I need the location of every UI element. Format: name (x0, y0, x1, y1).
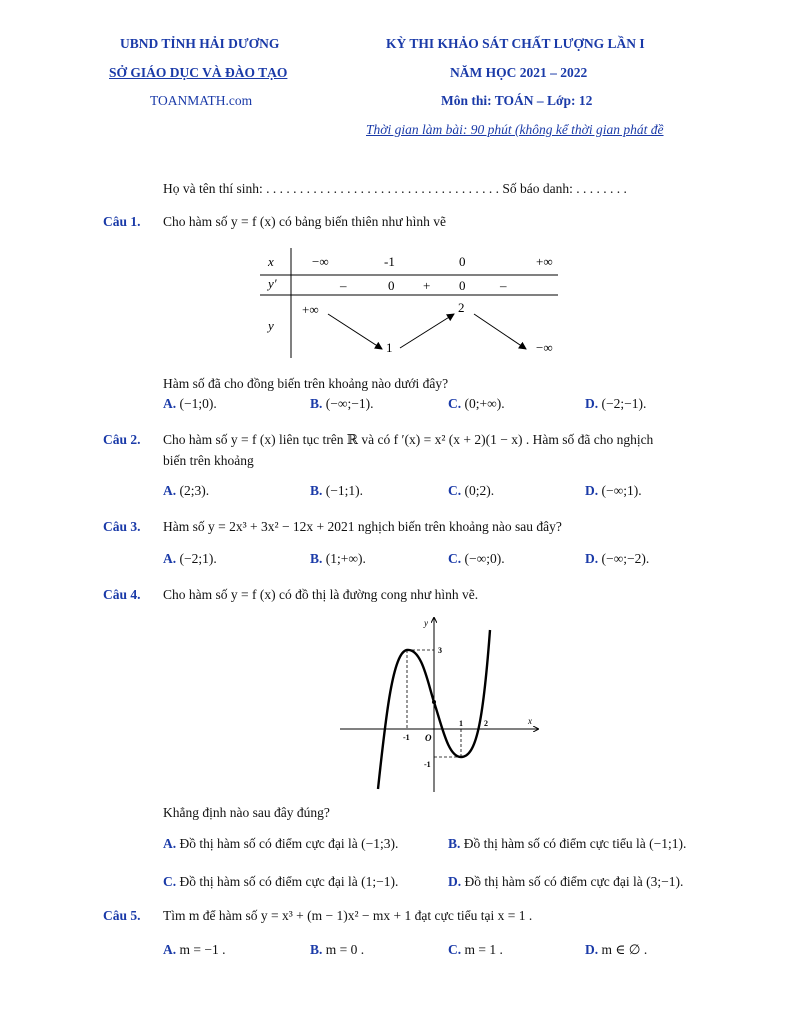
q4-tick-label: -1 (424, 760, 431, 769)
q1-table-yp-val: + (423, 278, 431, 293)
q1-arrow-up (400, 314, 454, 348)
option-text: Đồ thị hàm số có điểm cực đại là (3;−1). (464, 874, 684, 889)
header-department: SỞ GIÁO DỤC VÀ ĐÀO TẠO (109, 65, 288, 80)
option-label: D. (448, 874, 462, 889)
q4-option-c[interactable] (163, 874, 398, 890)
q3-option-c[interactable] (448, 551, 505, 567)
q4-function-graph (338, 614, 548, 794)
option-label: A. (163, 551, 177, 566)
q1-option-a[interactable] (163, 396, 217, 412)
header-exam-title: KỲ THI KHẢO SÁT CHẤT LƯỢNG LẦN I (386, 36, 645, 51)
q4-x-axis-label: x (528, 716, 532, 726)
q2-option-b[interactable] (310, 483, 363, 499)
q5-label: Câu 5. (103, 908, 141, 923)
q1-table-y-val: 2 (458, 300, 465, 315)
header-school-year: NĂM HỌC 2021 – 2022 (450, 65, 588, 80)
q1-variation-table (258, 248, 568, 360)
option-text: (−2;−1). (601, 396, 647, 411)
option-text: (−1;1). (325, 483, 363, 498)
q1-table-yp-val: – (340, 278, 347, 293)
q3-option-b[interactable] (310, 551, 366, 567)
q1-table-y-val: +∞ (302, 302, 319, 317)
option-text: Đồ thị hàm số có điểm cực đại là (1;−1). (179, 874, 399, 889)
q5-option-c[interactable] (448, 942, 503, 958)
q5-option-a[interactable] (163, 942, 225, 958)
q1-option-d[interactable] (585, 396, 646, 412)
q3-label: Câu 3. (103, 519, 141, 534)
option-label: C. (448, 483, 462, 498)
q1-table-y-val: 1 (386, 340, 393, 355)
option-text: (1;+∞). (325, 551, 366, 566)
option-label: D. (585, 551, 599, 566)
q1-arrow-down (328, 314, 382, 349)
option-text: (−2;1). (179, 551, 217, 566)
q1-table-yp-val: 0 (388, 278, 395, 293)
q4-option-d[interactable] (448, 874, 683, 890)
q1-table-x-label: x (268, 254, 274, 269)
q2-text-cont: biến trên khoảng (163, 453, 254, 468)
q2-text: Cho hàm số y = f (x) liên tục trên ℝ và có f ′(x) = x² (x + 2)(1 − x) . Hàm số đã cho nghịch (163, 432, 654, 447)
q4-tick-label: 2 (484, 719, 488, 728)
option-label: B. (310, 551, 323, 566)
q1-table-yp-label: y′ (268, 276, 277, 291)
q4-tick-label: 3 (438, 646, 442, 655)
q1-table-y-val: −∞ (536, 340, 553, 355)
q1-text: Cho hàm số y = f (x) có bảng biến thiên như hình vẽ (163, 214, 447, 229)
q4-option-a[interactable] (163, 836, 398, 852)
q5-text: Tìm m để hàm số y = x³ + (m − 1)x² − mx + 1 đạt cực tiểu tại x = 1 . (163, 908, 533, 923)
option-text: m ∈ ∅ . (601, 942, 648, 957)
option-label: B. (310, 396, 323, 411)
option-label: C. (448, 551, 462, 566)
q4-label: Câu 4. (103, 587, 141, 602)
option-label: A. (163, 836, 177, 851)
q1-table-y-label: y (268, 318, 274, 333)
option-label: C. (448, 942, 462, 957)
option-text: (−∞;−2). (601, 551, 650, 566)
q1-table-x-val: −∞ (312, 254, 329, 269)
option-text: m = 0 . (325, 942, 365, 957)
q1-table-x-val: -1 (384, 254, 395, 269)
option-text: (−∞;0). (464, 551, 505, 566)
option-text: (0;2). (464, 483, 495, 498)
q4-y-axis-label: y (424, 618, 428, 628)
candidate-info-line: Họ và tên thí sinh: . . . . . . . . . . . . . . . . . . . . . . . . . . . . . . . . . . . Số báo danh: . . . . . . . . (163, 181, 627, 196)
q4-y-intercept-point (432, 700, 436, 704)
header-site: TOANMATH.com (150, 93, 253, 108)
q4-option-b[interactable] (448, 836, 686, 852)
q4-text: Cho hàm số y = f (x) có đồ thị là đường cong như hình vẽ. (163, 587, 479, 602)
q3-option-d[interactable] (585, 551, 649, 567)
q4-origin-label: O (425, 733, 432, 743)
option-text: m = −1 . (179, 942, 226, 957)
option-label: B. (310, 483, 323, 498)
option-text: Đồ thị hàm số có điểm cực đại là (−1;3). (179, 836, 399, 851)
option-label: D. (585, 942, 599, 957)
option-text: (−1;0). (179, 396, 217, 411)
q2-option-a[interactable] (163, 483, 209, 499)
q1-option-b[interactable] (310, 396, 373, 412)
q3-option-a[interactable] (163, 551, 217, 567)
q1-arrow-down (474, 314, 526, 349)
option-text: (0;+∞). (464, 396, 505, 411)
option-label: A. (163, 942, 177, 957)
option-label: B. (448, 836, 461, 851)
header-duration: Thời gian làm bài: 90 phút (không kể thời gian phát đề (366, 122, 664, 137)
option-label: D. (585, 483, 599, 498)
option-text: (2;3). (179, 483, 210, 498)
option-text: (−∞;−1). (325, 396, 374, 411)
q1-question: Hàm số đã cho đồng biến trên khoảng nào dưới đây? (163, 376, 449, 391)
q1-table-yp-val: – (500, 278, 507, 293)
q1-table-x-val: 0 (459, 254, 466, 269)
q2-option-c[interactable] (448, 483, 494, 499)
option-text: Đồ thị hàm số có điểm cực tiểu là (−1;1). (463, 836, 687, 851)
q4-tick-label: 1 (459, 719, 463, 728)
option-label: B. (310, 942, 323, 957)
q5-option-b[interactable] (310, 942, 364, 958)
q2-label: Câu 2. (103, 432, 141, 447)
option-text: (−∞;1). (601, 483, 642, 498)
q4-question: Khẳng định nào sau đây đúng? (163, 805, 330, 820)
option-label: A. (163, 483, 177, 498)
q1-table-yp-val: 0 (459, 278, 466, 293)
q1-label: Câu 1. (103, 214, 141, 229)
q1-option-c[interactable] (448, 396, 505, 412)
header-subject: Môn thi: TOÁN – Lớp: 12 (441, 93, 593, 108)
option-label: C. (448, 396, 462, 411)
header-province: UBND TỈNH HẢI DƯƠNG (120, 36, 280, 51)
q4-tick-label: -1 (403, 733, 410, 742)
q5-option-d[interactable] (585, 942, 647, 958)
q3-text: Hàm số y = 2x³ + 3x² − 12x + 2021 nghịch biến trên khoảng nào sau đây? (163, 519, 562, 534)
option-label: C. (163, 874, 177, 889)
option-text: m = 1 . (464, 942, 503, 957)
option-label: D. (585, 396, 599, 411)
q1-table-x-val: +∞ (536, 254, 553, 269)
option-label: A. (163, 396, 177, 411)
q2-option-d[interactable] (585, 483, 642, 499)
